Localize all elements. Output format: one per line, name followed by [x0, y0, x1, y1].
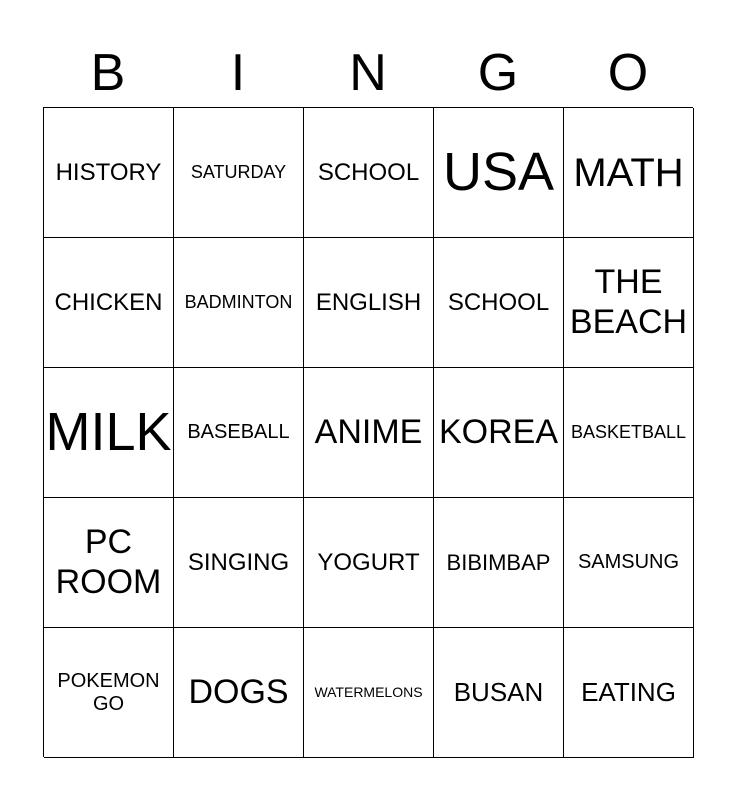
bingo-cell-r4c2[interactable]: SINGING	[174, 498, 304, 628]
bingo-header	[43, 40, 693, 106]
bingo-cell-r5c3[interactable]: WATERMELONS	[304, 628, 434, 758]
bingo-cell-r2c2[interactable]: BADMINTON	[174, 238, 304, 368]
bingo-cell-r4c5[interactable]: SAMSUNG	[564, 498, 694, 628]
bingo-cell-r3c5[interactable]: BASKETBALL	[564, 368, 694, 498]
header-letter-n: N	[349, 44, 387, 102]
bingo-cell-r5c5[interactable]: EATING	[564, 628, 694, 758]
bingo-cell-r1c3[interactable]: SCHOOL	[304, 108, 434, 238]
bingo-cell-r5c4[interactable]: BUSAN	[434, 628, 564, 758]
bingo-cell-r4c4[interactable]: BIBIMBAP	[434, 498, 564, 628]
bingo-cell-r4c1[interactable]: PC ROOM	[44, 498, 174, 628]
header-letter-o: O	[607, 44, 649, 102]
bingo-cell-r5c2[interactable]: DOGS	[174, 628, 304, 758]
bingo-board	[43, 107, 693, 757]
bingo-cell-r2c4[interactable]: SCHOOL	[434, 238, 564, 368]
bingo-cell-r3c3[interactable]: ANIME	[304, 368, 434, 498]
bingo-cell-r2c1[interactable]: CHICKEN	[44, 238, 174, 368]
bingo-cell-r1c5[interactable]: MATH	[564, 108, 694, 238]
bingo-cell-r3c2[interactable]: BASEBALL	[174, 368, 304, 498]
header-letter-b: B	[90, 44, 126, 102]
bingo-cell-r1c4[interactable]: USA	[434, 108, 564, 238]
bingo-cell-r1c2[interactable]: SATURDAY	[174, 108, 304, 238]
header-letter-g: G	[477, 44, 519, 102]
bingo-cell-r2c3[interactable]: ENGLISH	[304, 238, 434, 368]
bingo-cell-r5c1[interactable]: POKEMON GO	[44, 628, 174, 758]
bingo-cell-r3c4[interactable]: KOREA	[434, 368, 564, 498]
header-letter-i: I	[230, 44, 246, 102]
bingo-cell-r1c1[interactable]: HISTORY	[44, 108, 174, 238]
bingo-cell-r3c1[interactable]: MILK	[44, 368, 174, 498]
bingo-cell-r4c3[interactable]: YOGURT	[304, 498, 434, 628]
bingo-cell-r2c5[interactable]: THE BEACH	[564, 238, 694, 368]
